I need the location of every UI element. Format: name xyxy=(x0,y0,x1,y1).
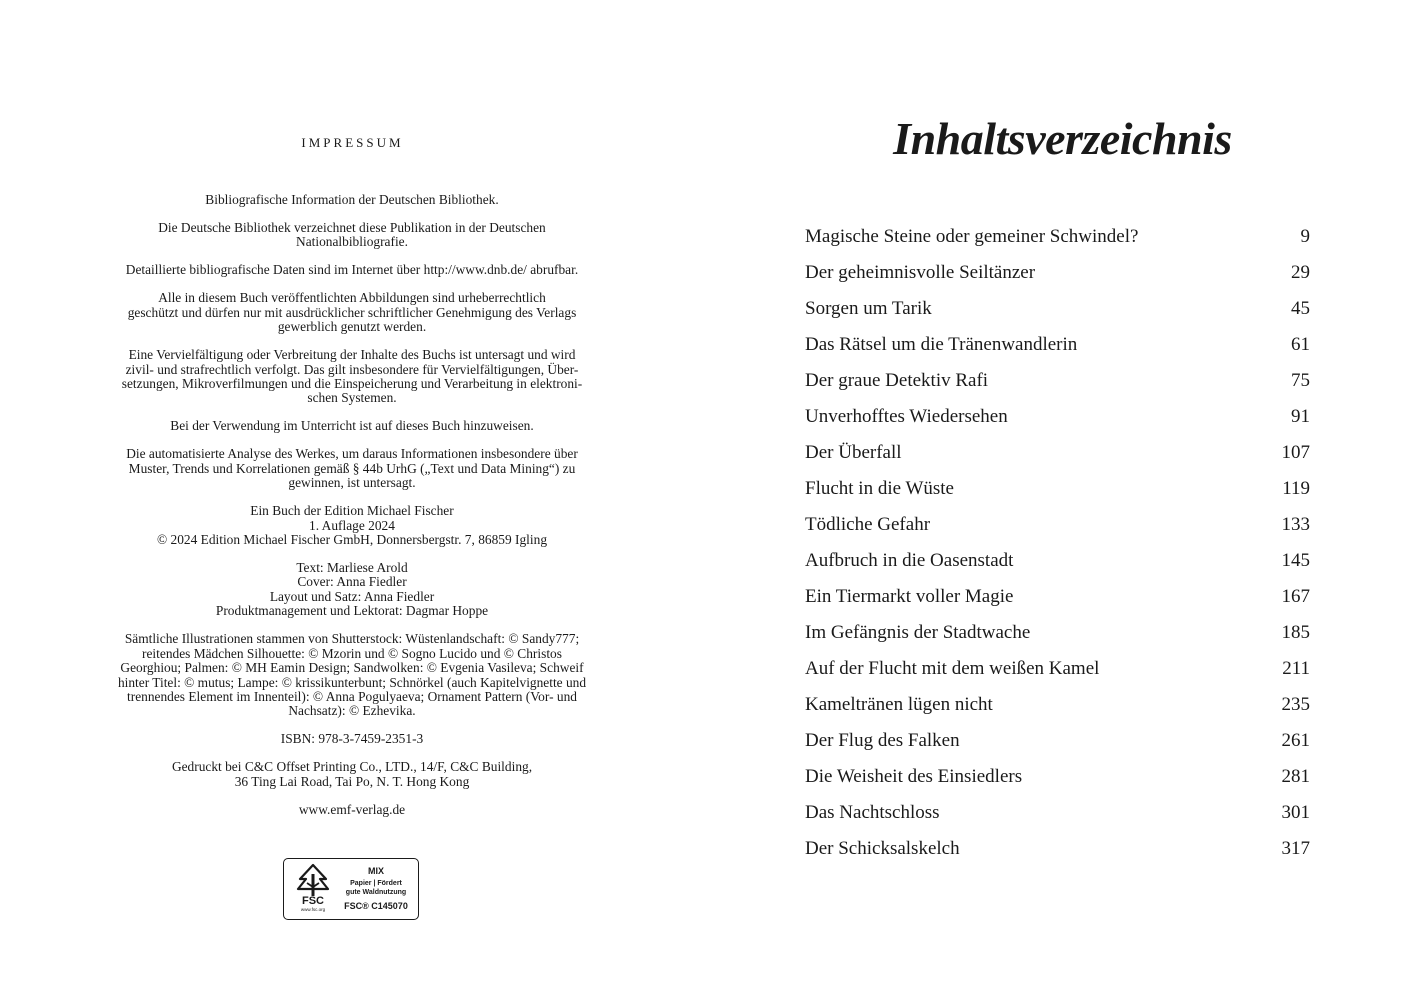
impressum-paragraph xyxy=(97,348,607,406)
impressum-line: Detaillierte bibliografische Daten sind im Internet über http://www.dnb.de/ abrufbar. xyxy=(125,262,579,278)
toc-entry-page: 75 xyxy=(1291,370,1310,391)
impressum-line: trennendes Element im Innenteil): © Anna Pogulyaeva; Ornament Pattern (Vor- und xyxy=(127,688,577,704)
toc-page xyxy=(705,0,1410,1000)
toc-entry-page: 261 xyxy=(1281,730,1310,751)
impressum-paragraph xyxy=(97,803,607,817)
toc-entry xyxy=(805,586,1310,622)
impressum-paragraph xyxy=(97,447,607,490)
toc-list xyxy=(805,226,1310,874)
impressum-line: Eine Vervielfältigung oder Verbreitung der Inhalte des Buchs ist untersagt und wird xyxy=(128,347,576,363)
impressum-line: hinter Titel: © mutus; Lampe: © krissikunterbunt; Schnörkel (auch Kapitelvignette und xyxy=(117,674,587,690)
impressum-body xyxy=(97,193,607,831)
impressum-line: Layout und Satz: Anna Fiedler xyxy=(269,588,435,604)
toc-entry-page: 133 xyxy=(1281,514,1310,535)
impressum-line: schen Systemen. xyxy=(307,390,397,406)
fsc-label xyxy=(283,858,419,920)
impressum-line: ISBN: 978-3-7459-2351-3 xyxy=(280,731,424,747)
impressum-line: Alle in diesem Buch veröffentlichten Abbildungen sind urheberrechtlich xyxy=(158,290,546,306)
toc-entry-page: 91 xyxy=(1291,406,1310,427)
toc-entry-title: Das Rätsel um die Tränenwandlerin xyxy=(805,334,1078,355)
impressum-paragraph xyxy=(97,419,607,433)
impressum-line: Cover: Anna Fiedler xyxy=(297,574,407,590)
toc-entry-title: Der graue Detektiv Rafi xyxy=(805,370,989,391)
fsc-description xyxy=(336,880,416,897)
fsc-line2: gute Waldnutzung xyxy=(345,888,407,896)
toc-entry-title: Der Schicksalskelch xyxy=(805,838,960,859)
toc-entry-title: Die Weisheit des Einsiedlers xyxy=(805,766,1023,787)
toc-entry-title: Ein Tiermarkt voller Magie xyxy=(805,586,1014,607)
toc-entry xyxy=(805,442,1310,478)
toc-entry-page: 61 xyxy=(1291,334,1310,355)
toc-entry-title: Auf der Flucht mit dem weißen Kamel xyxy=(805,658,1100,679)
toc-entry-title: Tödliche Gefahr xyxy=(805,514,931,535)
toc-entry xyxy=(805,694,1310,730)
impressum-paragraph xyxy=(97,732,607,746)
impressum-line: 36 Ting Lai Road, Tai Po, N. T. Hong Kong xyxy=(234,773,470,789)
impressum-line: Ein Buch der Edition Michael Fischer xyxy=(250,503,454,519)
toc-entry-page: 281 xyxy=(1281,766,1310,787)
toc-entry-page: 211 xyxy=(1282,658,1310,679)
impressum-line: Georghiou; Palmen: © MH Eamin Design; Sandwolken: © Evgenia Vasileva; Schweif xyxy=(120,660,584,676)
fsc-mix: MIX xyxy=(367,866,384,876)
fsc-details xyxy=(336,867,416,911)
toc-entry xyxy=(805,622,1310,658)
toc-entry xyxy=(805,298,1310,334)
toc-entry-title: Aufbruch in die Oasenstadt xyxy=(805,550,1014,571)
impressum-heading: IMPRESSUM xyxy=(301,135,404,150)
impressum-line: Text: Marliese Arold xyxy=(296,560,408,576)
impressum-line: Die Deutsche Bibliothek verzeichnet diese Publikation in der Deutschen xyxy=(158,220,546,235)
toc-entry xyxy=(805,370,1310,406)
toc-entry-title: Der Überfall xyxy=(805,442,902,463)
toc-entry-page: 167 xyxy=(1281,586,1310,607)
toc-entry xyxy=(805,226,1310,262)
toc-entry-title: Magische Steine oder gemeiner Schwindel? xyxy=(805,226,1139,247)
impressum-line: 1. Auflage 2024 xyxy=(309,517,395,533)
impressum-line: Bei der Verwendung im Unterricht ist auf dieses Buch hinzuweisen. xyxy=(170,418,534,434)
impressum-line: Nationalbibliografie. xyxy=(296,234,408,250)
impressum-paragraph xyxy=(97,632,607,718)
toc-entry xyxy=(805,262,1310,298)
toc-entry-page: 119 xyxy=(1282,478,1310,499)
impressum-line: Produktmanagement und Lektorat: Dagmar Hoppe xyxy=(215,603,489,619)
fsc-line1: Papier | Fördert xyxy=(350,880,402,887)
toc-entry xyxy=(805,766,1310,802)
toc-entry xyxy=(805,334,1310,370)
impressum-paragraph xyxy=(97,291,607,334)
impressum-line: gewerblich genutzt werden. xyxy=(277,319,427,335)
fsc-site: www.fsc.org xyxy=(300,907,326,912)
toc-entry-title: Der geheimnisvolle Seiltänzer xyxy=(805,262,1036,283)
toc-entry xyxy=(805,406,1310,442)
toc-entry-page: 317 xyxy=(1281,838,1310,859)
impressum-paragraph xyxy=(97,504,607,547)
impressum-line: zivil- und strafrechtlich verfolgt. Das gilt insbesondere für Vervielfältigungen, Über- xyxy=(125,361,579,377)
impressum-line: Sämtliche Illustrationen stammen von Shutterstock: Wüstenlandschaft: © Sandy777; xyxy=(124,631,580,647)
toc-entry-title: Kameltränen lügen nicht xyxy=(805,694,993,715)
toc-entry-page: 45 xyxy=(1291,298,1310,319)
impressum-line: Gedruckt bei C&C Offset Printing Co., LTD., 14/F, C&C Building, xyxy=(171,759,533,775)
impressum-line: reitendes Mädchen Silhouette: © Mzorin und © Sogno Lucido und © Christos xyxy=(142,645,562,661)
toc-entry xyxy=(805,550,1310,586)
toc-entry xyxy=(805,730,1310,766)
fsc-code: FSC® C145070 xyxy=(344,901,408,911)
impressum-paragraph xyxy=(97,263,607,277)
fsc-tree-icon xyxy=(292,862,334,898)
toc-entry-title: Sorgen um Tarik xyxy=(805,298,932,319)
toc-entry-page: 235 xyxy=(1281,694,1310,715)
toc-entry xyxy=(805,658,1310,694)
impressum-line: gewinnen, ist untersagt. xyxy=(288,475,416,491)
impressum-paragraph xyxy=(97,193,607,207)
toc-entry-page: 185 xyxy=(1281,622,1310,643)
impressum-paragraph xyxy=(97,760,607,789)
impressum-line: www.emf-verlag.de xyxy=(298,801,406,817)
toc-entry-page: 301 xyxy=(1281,802,1310,823)
toc-title: Inhaltsverzeichnis xyxy=(893,113,1232,164)
toc-entry-title: Der Flug des Falken xyxy=(805,730,960,751)
impressum-paragraph xyxy=(97,561,607,619)
fsc-brand: FSC xyxy=(302,895,324,907)
impressum-line: Nachsatz): © Ezhevika. xyxy=(288,703,416,719)
toc-entry-title: Flucht in die Wüste xyxy=(805,478,954,499)
toc-entry-page: 29 xyxy=(1291,262,1310,283)
impressum-line: setzungen, Mikroverfilmungen und die Einspeicherung und Verarbeitung in elektroni- xyxy=(121,376,583,392)
toc-entry-page: 145 xyxy=(1281,550,1310,571)
toc-entry-page: 9 xyxy=(1300,226,1310,247)
toc-entry xyxy=(805,514,1310,550)
impressum-line: © 2024 Edition Michael Fischer GmbH, Donnersbergstr. 7, 86859 Igling xyxy=(156,532,548,548)
toc-entry-title: Im Gefängnis der Stadtwache xyxy=(805,622,1031,643)
toc-entry-page: 107 xyxy=(1281,442,1310,463)
impressum-line: Muster, Trends und Korrelationen gemäß § 44b UrhG („Text und Data Mining“) zu xyxy=(128,460,576,476)
impressum-paragraph xyxy=(97,221,607,250)
toc-entry-title: Unverhofftes Wiedersehen xyxy=(805,406,1008,427)
toc-entry xyxy=(805,802,1310,838)
toc-entry xyxy=(805,478,1310,514)
impressum-line: Die automatisierte Analyse des Werkes, um daraus Informationen insbesondere über xyxy=(126,446,578,462)
impressum-line: Bibliografische Information der Deutschen Bibliothek. xyxy=(205,192,499,207)
toc-entry-title: Das Nachtschloss xyxy=(805,802,940,823)
toc-entry xyxy=(805,838,1310,874)
fsc-logo xyxy=(288,862,338,916)
impressum-line: geschützt und dürfen nur mit ausdrücklicher schriftlicher Genehmigung des Verlags xyxy=(127,304,577,320)
